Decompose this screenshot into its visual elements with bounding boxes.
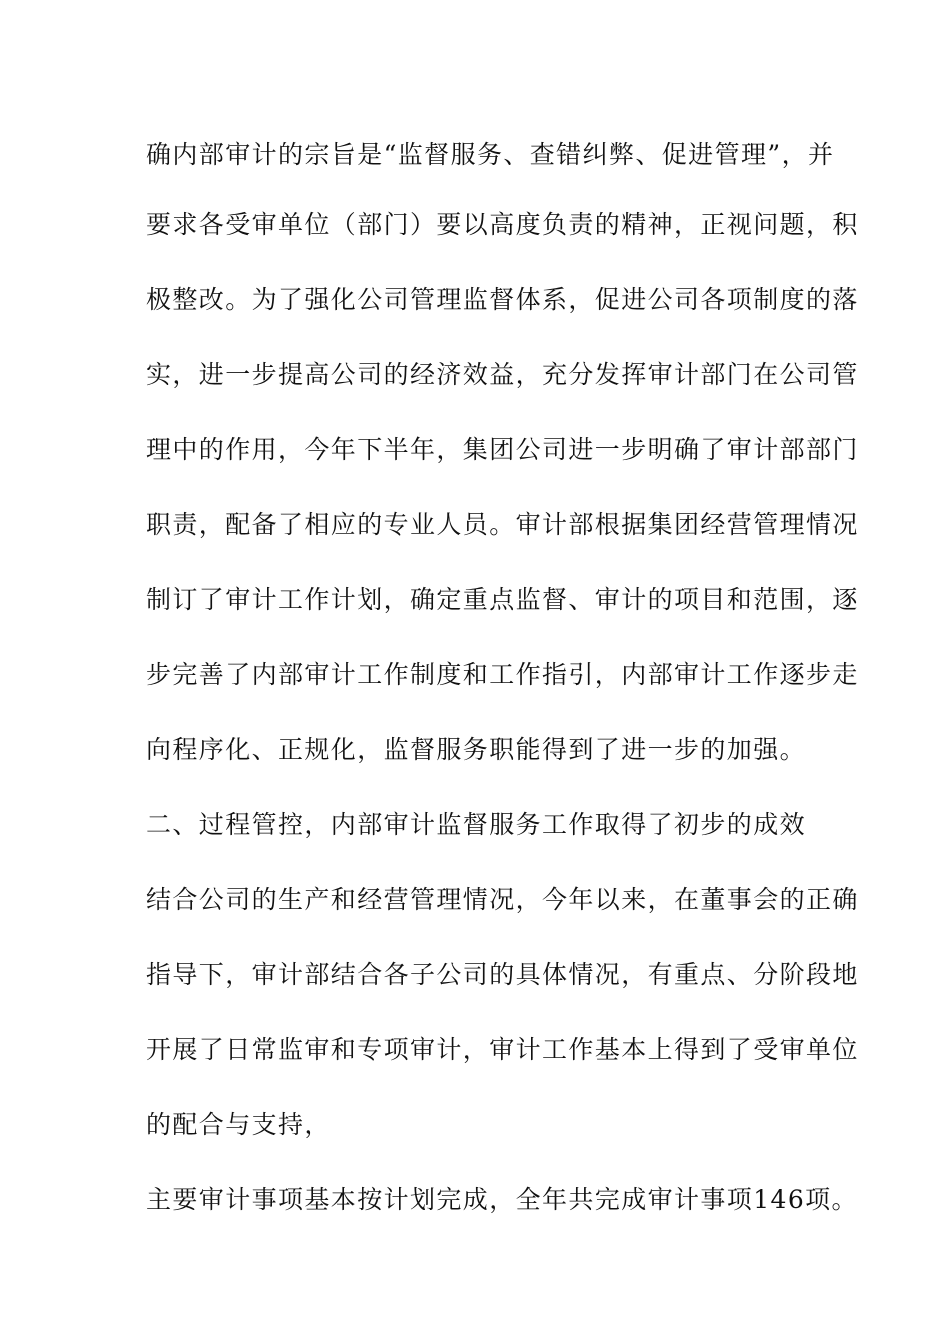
paragraph-line: 指导下，审计部结合各子公司的具体情况，有重点、分阶段地: [146, 960, 859, 989]
section-heading: 二、过程管控，内部审计监督服务工作取得了初步的成效: [146, 810, 807, 839]
paragraph-line: 实，进一步提高公司的经济效益，充分发挥审计部门在公司管: [146, 360, 859, 389]
paragraph-line: 步完善了内部审计工作制度和工作指引，内部审计工作逐步走: [146, 660, 859, 689]
paragraph-line: 要求各受审单位（部门）要以高度负责的精神，正视问题，积: [146, 210, 859, 239]
paragraph-line: 理中的作用，今年下半年，集团公司进一步明确了审计部部门: [146, 435, 859, 464]
paragraph-line: 向程序化、正规化，监督服务职能得到了进一步的加强。: [146, 735, 807, 764]
paragraph-line: 结合公司的生产和经营管理情况，今年以来，在董事会的正确: [146, 885, 859, 914]
paragraph-line: 主要审计事项基本按计划完成，全年共完成审计事项146项。: [146, 1185, 858, 1214]
paragraph-line: 确内部审计的宗旨是“监督服务、查错纠弊、促进管理”，并: [146, 140, 835, 169]
paragraph-line: 极整改。为了强化公司管理监督体系，促进公司各项制度的落: [146, 285, 859, 314]
paragraph-line: 制订了审计工作计划，确定重点监督、审计的项目和范围，逐: [146, 585, 859, 614]
paragraph-line: 开展了日常监审和专项审计，审计工作基本上得到了受审单位: [146, 1035, 859, 1064]
paragraph-line: 的配合与支持，: [146, 1110, 331, 1139]
paragraph-line: 职责，配备了相应的专业人员。审计部根据集团经营管理情况: [146, 510, 859, 539]
